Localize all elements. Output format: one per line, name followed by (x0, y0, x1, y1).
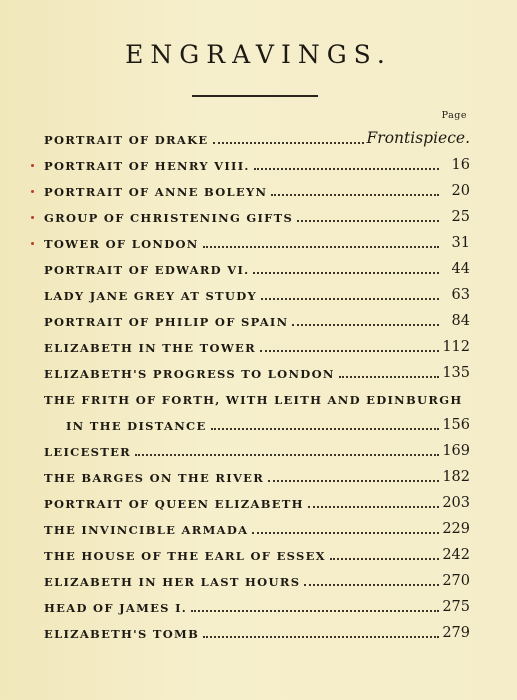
entry-page-number: 20 (451, 183, 470, 199)
dot-leader (191, 609, 439, 612)
dot-leader (268, 479, 439, 482)
entry-page-number: 31 (451, 235, 470, 251)
dot-leader (203, 245, 439, 248)
list-item (44, 485, 470, 511)
page-column-label: Page (441, 110, 467, 121)
list-item (44, 173, 470, 199)
list-item (44, 251, 470, 277)
ink-mark (31, 242, 34, 245)
entry-page-number: 229 (442, 521, 470, 537)
ink-mark (31, 190, 34, 193)
entry-page-number: 182 (442, 469, 470, 485)
entry-page-number: 203 (442, 495, 470, 511)
list-item (44, 589, 470, 615)
ink-mark (31, 216, 34, 219)
entry-page-number: 16 (451, 157, 470, 173)
list-item (44, 277, 470, 303)
entry-label: THE FRITH OF FORTH, WITH LEITH AND EDINBURGH (44, 393, 463, 407)
entry-label: ELIZABETH IN THE TOWER (44, 341, 256, 355)
entry-label: ELIZABETH'S PROGRESS TO LONDON (44, 367, 335, 381)
dot-leader (339, 375, 439, 378)
dot-leader (297, 219, 439, 222)
entry-label: THE INVINCIBLE ARMADA (44, 523, 249, 537)
list-item (44, 615, 470, 641)
dot-leader (213, 141, 364, 144)
entry-label: LEICESTER (44, 445, 132, 459)
title-rule (192, 95, 318, 97)
entry-label: IN THE DISTANCE (66, 419, 207, 433)
engravings-list (44, 121, 470, 641)
entry-page-number: 112 (442, 339, 470, 355)
dot-leader (308, 505, 439, 508)
entry-page-number: 44 (451, 261, 470, 277)
entry-label: PORTRAIT OF EDWARD VI. (44, 263, 250, 277)
dot-leader (304, 583, 439, 586)
list-item (44, 329, 470, 355)
entry-page-number: 279 (442, 625, 470, 641)
entry-label: THE HOUSE OF THE EARL OF ESSEX (44, 549, 326, 563)
entry-page-number: 242 (442, 547, 470, 563)
dot-leader (203, 635, 439, 638)
entry-label: PORTRAIT OF DRAKE (44, 133, 209, 147)
entry-page-number: Frontispiece. (366, 129, 470, 147)
entry-page-number: 156 (442, 417, 470, 433)
entry-label: TOWER OF LONDON (44, 237, 199, 251)
dot-leader (261, 297, 439, 300)
entry-page-number: 25 (451, 209, 470, 225)
entry-label: ELIZABETH'S TOMB (44, 627, 200, 641)
page-title: ENGRAVINGS. (125, 40, 392, 69)
entry-label: PORTRAIT OF QUEEN ELIZABETH (44, 497, 304, 511)
entry-page-number: 270 (442, 573, 470, 589)
list-item (44, 121, 470, 147)
entry-page-number: 275 (442, 599, 470, 615)
dot-leader (135, 453, 439, 456)
list-item (44, 433, 470, 459)
list-item (44, 537, 470, 563)
entry-label: HEAD OF JAMES I. (44, 601, 188, 615)
list-item (44, 199, 470, 225)
list-item (44, 355, 470, 381)
dot-leader (253, 271, 439, 274)
list-item (44, 407, 470, 433)
entry-label: PORTRAIT OF HENRY VIII. (44, 159, 250, 173)
dot-leader (292, 323, 439, 326)
dot-leader (252, 531, 439, 534)
list-item (44, 381, 470, 407)
list-item (44, 563, 470, 589)
list-item (44, 459, 470, 485)
entry-label: LADY JANE GREY AT STUDY (44, 289, 258, 303)
list-item (44, 147, 470, 173)
list-item (44, 303, 470, 329)
dot-leader (330, 557, 439, 560)
dot-leader (254, 167, 439, 170)
dot-leader (211, 427, 439, 430)
dot-leader (271, 193, 439, 196)
list-item (44, 225, 470, 251)
entry-label: ELIZABETH IN HER LAST HOURS (44, 575, 301, 589)
list-item (44, 511, 470, 537)
ink-mark (31, 164, 34, 167)
dot-leader (260, 349, 439, 352)
entry-page-number: 169 (442, 443, 470, 459)
entry-page-number: 84 (451, 313, 470, 329)
entry-label: PORTRAIT OF ANNE BOLEYN (44, 185, 268, 199)
entry-label: GROUP OF CHRISTENING GIFTS (44, 211, 294, 225)
entry-page-number: 135 (442, 365, 470, 381)
entry-label: THE BARGES ON THE RIVER (44, 471, 265, 485)
entry-page-number: 63 (451, 287, 470, 303)
entry-label: PORTRAIT OF PHILIP OF SPAIN (44, 315, 289, 329)
